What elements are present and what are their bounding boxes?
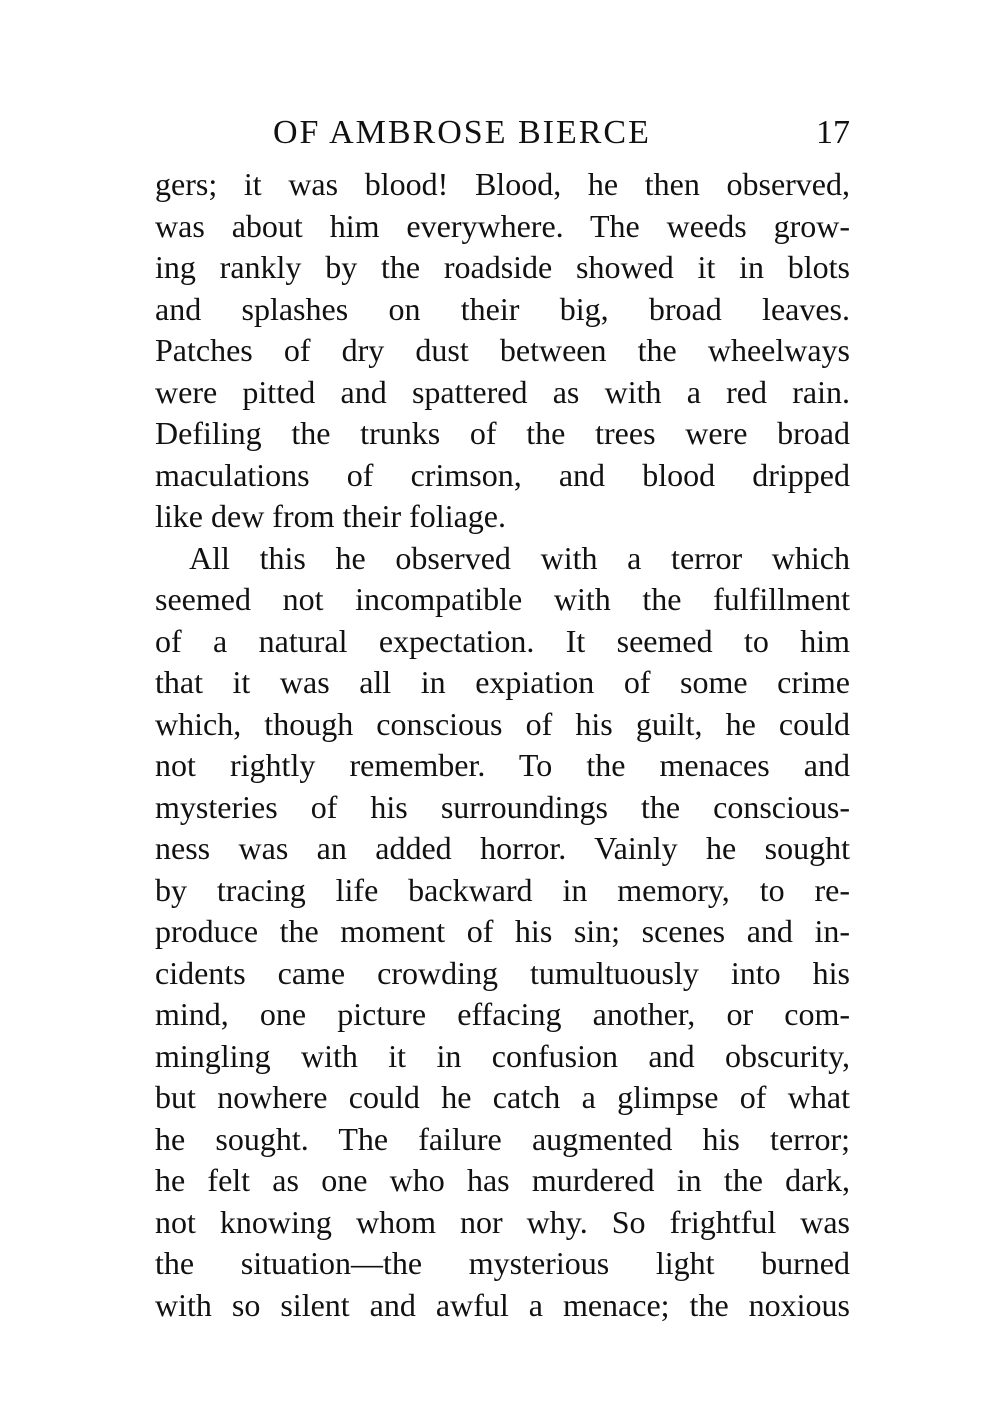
text-line: he felt as one who has murdered in the dark, bbox=[155, 1162, 850, 1198]
page-number: 17 bbox=[816, 114, 850, 151]
body-text bbox=[155, 164, 850, 1326]
text-line: with so silent and awful a menace; the noxious bbox=[155, 1286, 850, 1323]
paragraph-1 bbox=[155, 164, 850, 538]
running-title: OF AMBROSE BIERCE bbox=[273, 114, 651, 151]
text-line: but nowhere could he catch a glimpse of what bbox=[155, 1079, 850, 1115]
text-line: mind, one picture effacing another, or com- bbox=[155, 996, 850, 1032]
text-line: that it was all in expiation of some crime bbox=[155, 664, 850, 700]
text-line: the situation—the mysterious light burned bbox=[155, 1245, 850, 1281]
text-line: seemed not incompatible with the fulfillment bbox=[155, 581, 850, 617]
text-line: produce the moment of his sin; scenes and in- bbox=[155, 913, 850, 949]
text-line: mingling with it in confusion and obscurity, bbox=[155, 1037, 850, 1074]
paragraph-2 bbox=[155, 538, 850, 1327]
text-line: like dew from their foliage. bbox=[155, 498, 506, 534]
text-line: not knowing whom nor why. So frightful was bbox=[155, 1203, 850, 1240]
text-line: and splashes on their big, broad leaves. bbox=[155, 290, 850, 327]
running-head bbox=[155, 108, 850, 158]
text-line: cidents came crowding tumultuously into his bbox=[155, 954, 850, 991]
text-line: Patches of dry dust between the wheelways bbox=[155, 332, 850, 368]
text-line: ing rankly by the roadside showed it in blots bbox=[155, 249, 850, 285]
text-line: mysteries of his surroundings the conscious- bbox=[155, 788, 850, 825]
text-line: All this he observed with a terror which bbox=[189, 539, 850, 576]
text-line: he sought. The failure augmented his terror; bbox=[155, 1120, 850, 1157]
text-line: maculations of crimson, and blood dripped bbox=[155, 456, 850, 493]
text-line: of a natural expectation. It seemed to him bbox=[155, 622, 850, 659]
text-line: which, though conscious of his guilt, he could bbox=[155, 705, 850, 742]
text-line: gers; it was blood! Blood, he then observed, bbox=[155, 166, 850, 202]
text-line: were pitted and spattered as with a red rain. bbox=[155, 373, 850, 410]
text-line: ness was an added horror. Vainly he sought bbox=[155, 830, 850, 866]
text-line: by tracing life backward in memory, to re- bbox=[155, 871, 850, 908]
text-line: Defiling the trunks of the trees were broad bbox=[155, 415, 850, 451]
text-line: was about him everywhere. The weeds grow- bbox=[155, 207, 850, 244]
text-line: not rightly remember. To the menaces and bbox=[155, 747, 850, 783]
